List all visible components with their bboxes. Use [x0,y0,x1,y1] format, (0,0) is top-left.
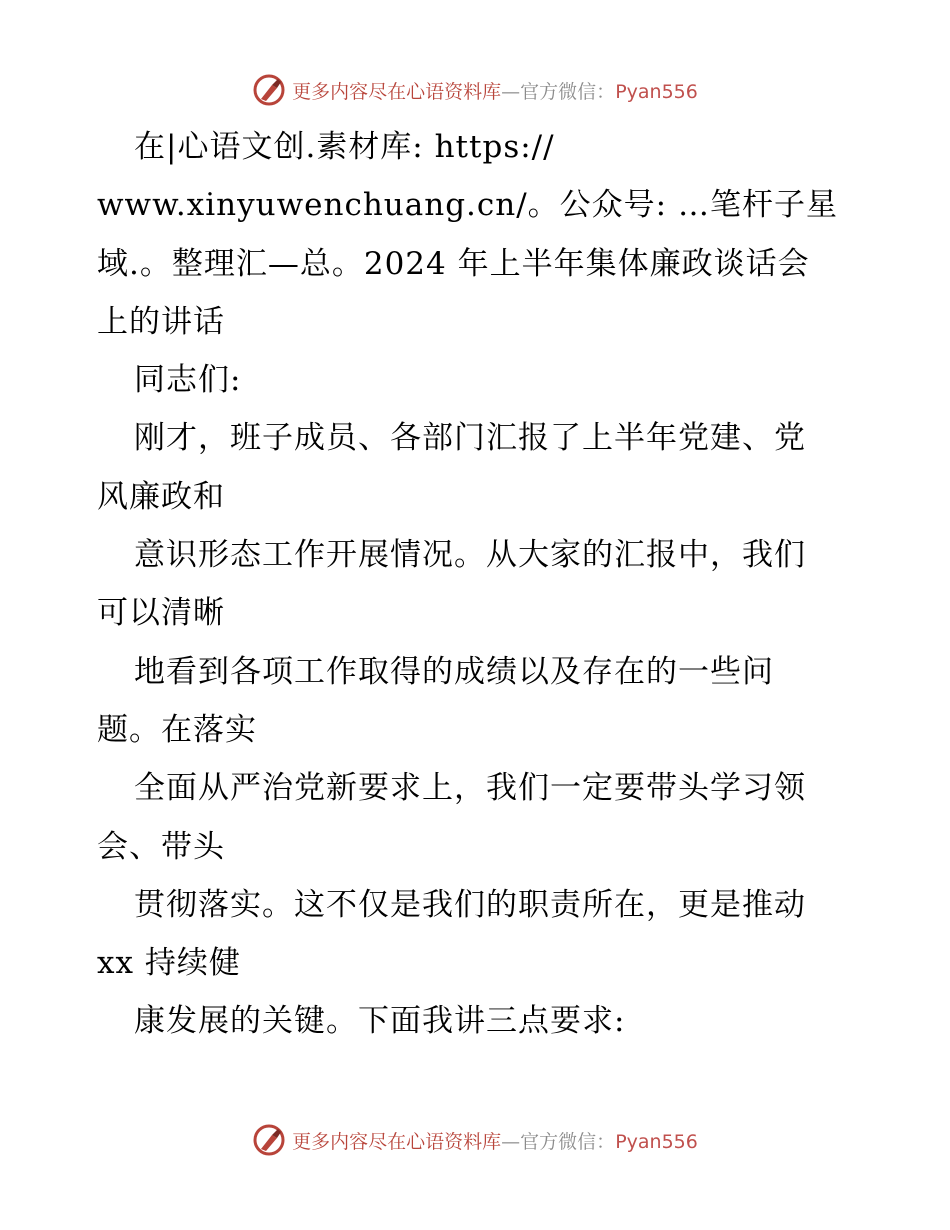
body-line: 刚才，班子成员、各部门汇报了上半年党建、党 [134,420,806,457]
body-line: 地看到各项工作取得的成绩以及存在的一些问 [134,653,774,690]
pen-nib-logo-icon [252,73,286,107]
body-line: xx 持续健 [97,945,241,982]
body-line: 域.。整理汇—总。2024 年上半年集体廉政谈话会 [97,245,810,282]
pen-nib-logo-icon [252,1123,286,1157]
body-line: 全面从严治党新要求上，我们一定要带头学习领 [134,770,806,807]
footer-text: 更多内容尽在心语资料库—官方微信：Pyan556 [292,1130,698,1153]
body-line: 题。在落实 [97,711,257,748]
body-line: 可以清晰 [97,595,225,632]
body-line: 在|心语文创.素材库: https:// [134,129,555,165]
document-body [97,118,857,1051]
header-banner [0,72,950,108]
body-line: 同志们: [134,362,242,399]
footer-banner [0,1122,950,1158]
body-line: www.xinyuwenchuang.cn/。公众号: …笔杆子星 [97,187,838,224]
header-text: 更多内容尽在心语资料库—官方微信：Pyan556 [292,80,698,103]
body-line: 意识形态工作开展情况。从大家的汇报中，我们 [134,537,806,574]
body-line: 贯彻落实。这不仅是我们的职责所在，更是推动 [134,886,806,923]
body-line: 会、带头 [97,828,225,865]
body-line: 风廉政和 [97,478,225,515]
body-line: 康发展的关键。下面我讲三点要求: [134,1003,626,1040]
body-line: 上的讲话 [97,303,225,340]
